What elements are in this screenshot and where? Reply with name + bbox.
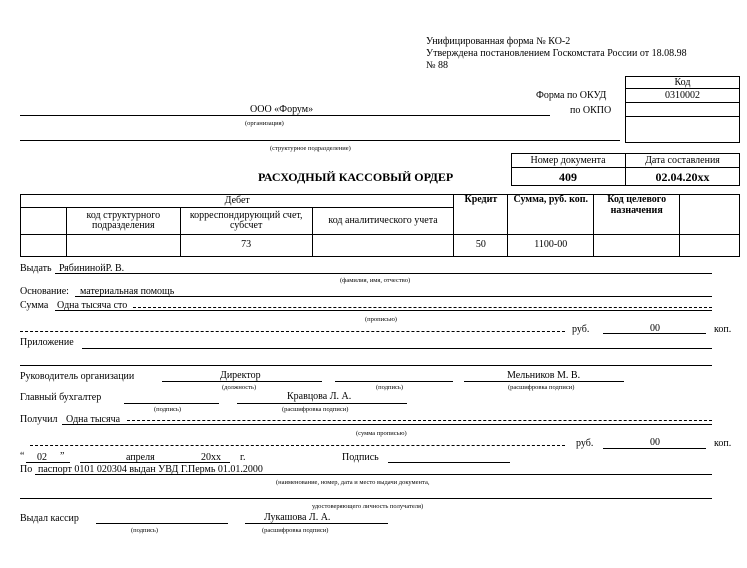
received-kop-value: 00 bbox=[650, 437, 660, 448]
chief-decode-caption: (расшифровка подписи) bbox=[282, 406, 349, 413]
by-caption: (наименование, номер, дата и место выдачи документа, bbox=[276, 479, 430, 486]
received-label: Получил bbox=[20, 414, 58, 425]
debet-header: Дебет bbox=[21, 195, 454, 208]
credit-header: Кредит bbox=[454, 195, 508, 235]
issue-value: РябининойР. В. bbox=[59, 263, 125, 274]
accounting-table bbox=[20, 194, 740, 257]
received-caption: (сумма прописью) bbox=[356, 430, 407, 437]
issue-caption: (фамилия, имя, отчество) bbox=[340, 277, 411, 284]
received-rub-label: руб. bbox=[576, 438, 594, 449]
sum-kop-value: 00 bbox=[650, 323, 660, 334]
unit-code-header: код структурного подразделения bbox=[66, 208, 180, 235]
attachment-label: Приложение bbox=[20, 337, 74, 348]
row-account: 73 bbox=[180, 235, 312, 257]
date-quote-open: “ bbox=[20, 451, 25, 462]
received-kop-label: коп. bbox=[714, 438, 732, 449]
head-position-caption: (должность) bbox=[222, 384, 257, 391]
basis-value: материальная помощь bbox=[80, 286, 175, 297]
form-line-2: Утверждена постановлением Госкомстата России от 18.08.98 bbox=[426, 48, 687, 59]
cashier-decode-caption: (расшифровка подписи) bbox=[262, 527, 329, 534]
chief-name: Кравцова Л. А. bbox=[287, 391, 352, 402]
org-caption: (организация) bbox=[245, 120, 284, 127]
date-year: 20xx bbox=[201, 452, 221, 463]
by-label: По bbox=[20, 464, 33, 475]
okud-label: Форма по ОКУД bbox=[536, 90, 607, 101]
chief-label: Главный бухгалтер bbox=[20, 392, 102, 403]
unit-caption: (структурное подразделение) bbox=[270, 145, 351, 152]
cashier-name: Лукашова Л. А. bbox=[264, 512, 331, 523]
date-month: апреля bbox=[126, 452, 155, 463]
chief-sign-caption: (подпись) bbox=[154, 406, 181, 413]
code-header: Код bbox=[674, 77, 691, 88]
sum-value: Одна тысяча сто bbox=[57, 300, 128, 311]
cashier-sign-caption: (подпись) bbox=[131, 527, 158, 534]
head-decode-caption: (расшифровка подписи) bbox=[508, 384, 575, 391]
date-year-suffix: г. bbox=[240, 452, 246, 463]
okpo-label: по ОКПО bbox=[570, 105, 612, 116]
empty-cell bbox=[21, 208, 67, 235]
empty-header bbox=[680, 195, 740, 235]
cashier-label: Выдал кассир bbox=[20, 513, 79, 524]
sum-caption: (прописью) bbox=[365, 316, 397, 323]
issue-label: Выдать bbox=[20, 263, 52, 274]
head-sign-caption: (подпись) bbox=[376, 384, 403, 391]
by-caption-2: удостоверяющего личность получателя) bbox=[312, 503, 424, 510]
doc-number-label: Номер документа bbox=[530, 155, 606, 166]
row-credit: 50 bbox=[454, 235, 508, 257]
organization-name: ООО «Форум» bbox=[250, 104, 314, 115]
account-header: корреспондирующий счет, субсчет bbox=[180, 208, 312, 235]
sum-kop-label: коп. bbox=[714, 324, 732, 335]
basis-label: Основание: bbox=[20, 286, 69, 297]
okud-value: 0310002 bbox=[665, 90, 700, 101]
head-position: Директор bbox=[220, 370, 261, 381]
signature-label: Подпись bbox=[342, 452, 379, 463]
doc-date-label: Дата составления bbox=[645, 155, 720, 166]
doc-number-value: 409 bbox=[559, 170, 577, 184]
form-line-3: № 88 bbox=[426, 60, 449, 71]
sum-label: Сумма bbox=[20, 300, 49, 311]
form-line-1: Унифицированная форма № КО-2 bbox=[426, 36, 571, 47]
row-sum: 1100-00 bbox=[508, 235, 594, 257]
purpose-header: Код целевого назначения bbox=[594, 195, 680, 235]
head-label: Руководитель организации bbox=[20, 371, 135, 382]
date-day: 02 bbox=[37, 452, 47, 463]
doc-date-value: 02.04.20xx bbox=[655, 170, 710, 184]
head-name: Мельников М. В. bbox=[507, 370, 581, 381]
date-quote-close: ” bbox=[60, 451, 65, 462]
analytic-header: код аналитического учета bbox=[312, 208, 454, 235]
sum-header: Сумма, руб. коп. bbox=[508, 195, 594, 235]
by-value: паспорт 0101 020304 выдан УВД Г.Пермь 01.01.2000 bbox=[38, 464, 263, 475]
sum-rub-label: руб. bbox=[572, 324, 590, 335]
document-title: РАСХОДНЫЙ КАССОВЫЙ ОРДЕР bbox=[258, 170, 454, 184]
received-value: Одна тысяча bbox=[66, 414, 121, 425]
